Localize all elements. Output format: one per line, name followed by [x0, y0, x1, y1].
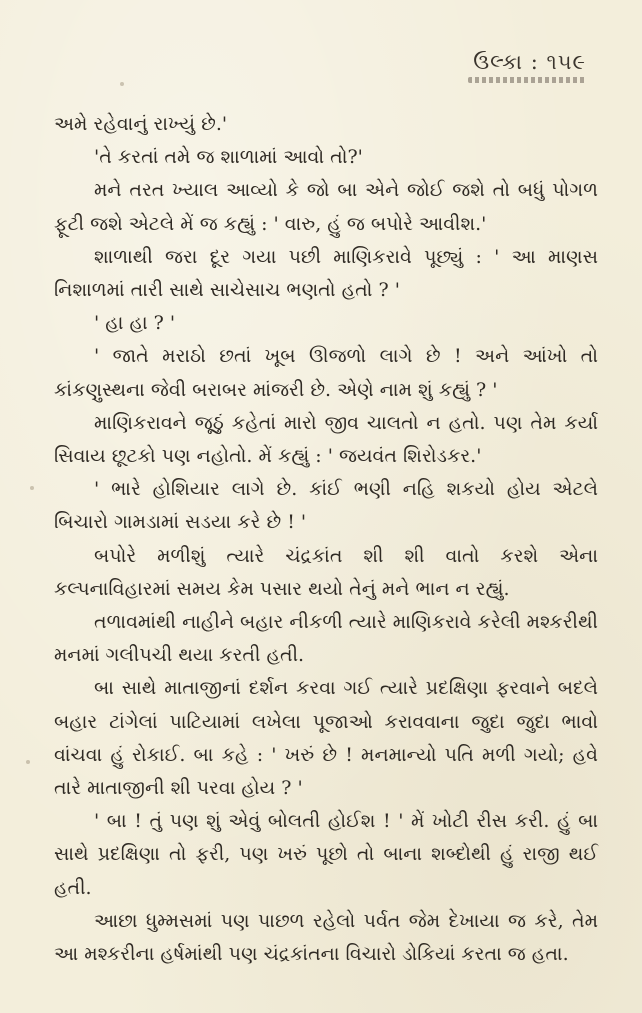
paragraph: મને તરત ખ્યાલ આવ્યો કે જો બા એને જોઈ જશે તો બધું પોગળ ફૂટી જશે એટલે મેં જ કહ્યું : ' વારુ, હું જ બપોરે આવીશ.'	[54, 179, 598, 235]
header-ornament-rule	[468, 77, 586, 83]
paragraph: બપોરે મળીશું ત્યારે ચંદ્રકાંત શી શી વાતો કરશે એના કલ્પનાવિહારમાં સમય કેમ પસાર થયો તેનું મને ભાન ન રહ્યું.	[54, 544, 598, 600]
paragraph: બા સાથે માતાજીનાં દર્શન કરવા ગઈ ત્યારે પ્રદક્ષિણા ફરવાને બદલે બહાર ટાંગેલાં પાટિયામાં લખેલા પૂજાઓ કરાવવાના જુદા જુદા ભાવો વાંચવા હું રોકાઈ. બા કહે : ' ખરું છે ! મનમાન્યો પતિ મળી ગયો; હવે તારે માતાજીની શી પરવા હોય ? '	[54, 677, 598, 800]
paper-speck	[120, 82, 124, 86]
paragraph: ' હા હા ? '	[94, 312, 176, 335]
paragraph: માણિકરાવને જૂઠું કહેતાં મારો જીવ ચાલતો ન હતો. પણ તેમ કર્યા સિવાય છૂટકો પણ નહોતો. મેં કહ્યું : ' જયવંત શિરોડકર.'	[54, 411, 598, 468]
paragraph: ' ભારે હોશિયાર લાગે છે. કાંઈ ભણી નહિ શકયો હોય એટલે બિચારો ગામડામાં સડયા કરે છે ! '	[54, 478, 598, 534]
paragraph: તળાવમાંથી નાહીને બહાર નીકળી ત્યારે માણિકરાવે કરેલી મશ્કરીથી મનમાં ગલીપચી થયા કરતી હતી.	[54, 611, 598, 667]
paper-speck	[26, 760, 30, 764]
paragraph: ' બા ! તું પણ શું એવું બોલતી હોઈશ ! ' મેં ખોટી રીસ કરી. હું બા સાથે પ્રદક્ષિણા તો ફરી, પણ ખરું પૂછો તો બાના શબ્દોથી હું રાજી થઈ હતી.	[54, 810, 598, 899]
paragraph: 'તે કરતાં તમે જ શાળામાં આવો તો?'	[94, 146, 363, 169]
running-header	[468, 50, 586, 83]
paragraph: આછા ધુમ્મસમાં પણ પાછળ રહેલો પર્વત જેમ દેખાયા જ કરે, તેમ આ મશ્કરીના હર્ષમાંથી પણ ચંદ્રકાંતના વિચારો ડોકિયાં કરતા જ હતા.	[54, 909, 598, 966]
running-head-text: ઉલ્કા : ૧૫૯	[473, 50, 586, 74]
paragraph: અમે રહેવાનું રાખ્યું છે.'	[54, 113, 228, 135]
paper-speck	[30, 486, 34, 490]
paragraph: ' જાતે મરાઠો છતાં ખૂબ ઊજળો લાગે છે ! અને આંખો તો કાંકણુસ્થના જેવી બરાબર માંજરી છે. એણે નામ શું કહ્યું ? '	[54, 345, 598, 401]
paragraph: શાળાથી જરા દૂર ગયા પછી માણિકરાવે પૂછ્યું : ' આ માણસ નિશાળમાં તારી સાથે સાચેસાચ ભણતો હતો ? '	[54, 245, 598, 302]
body-text	[54, 108, 598, 971]
